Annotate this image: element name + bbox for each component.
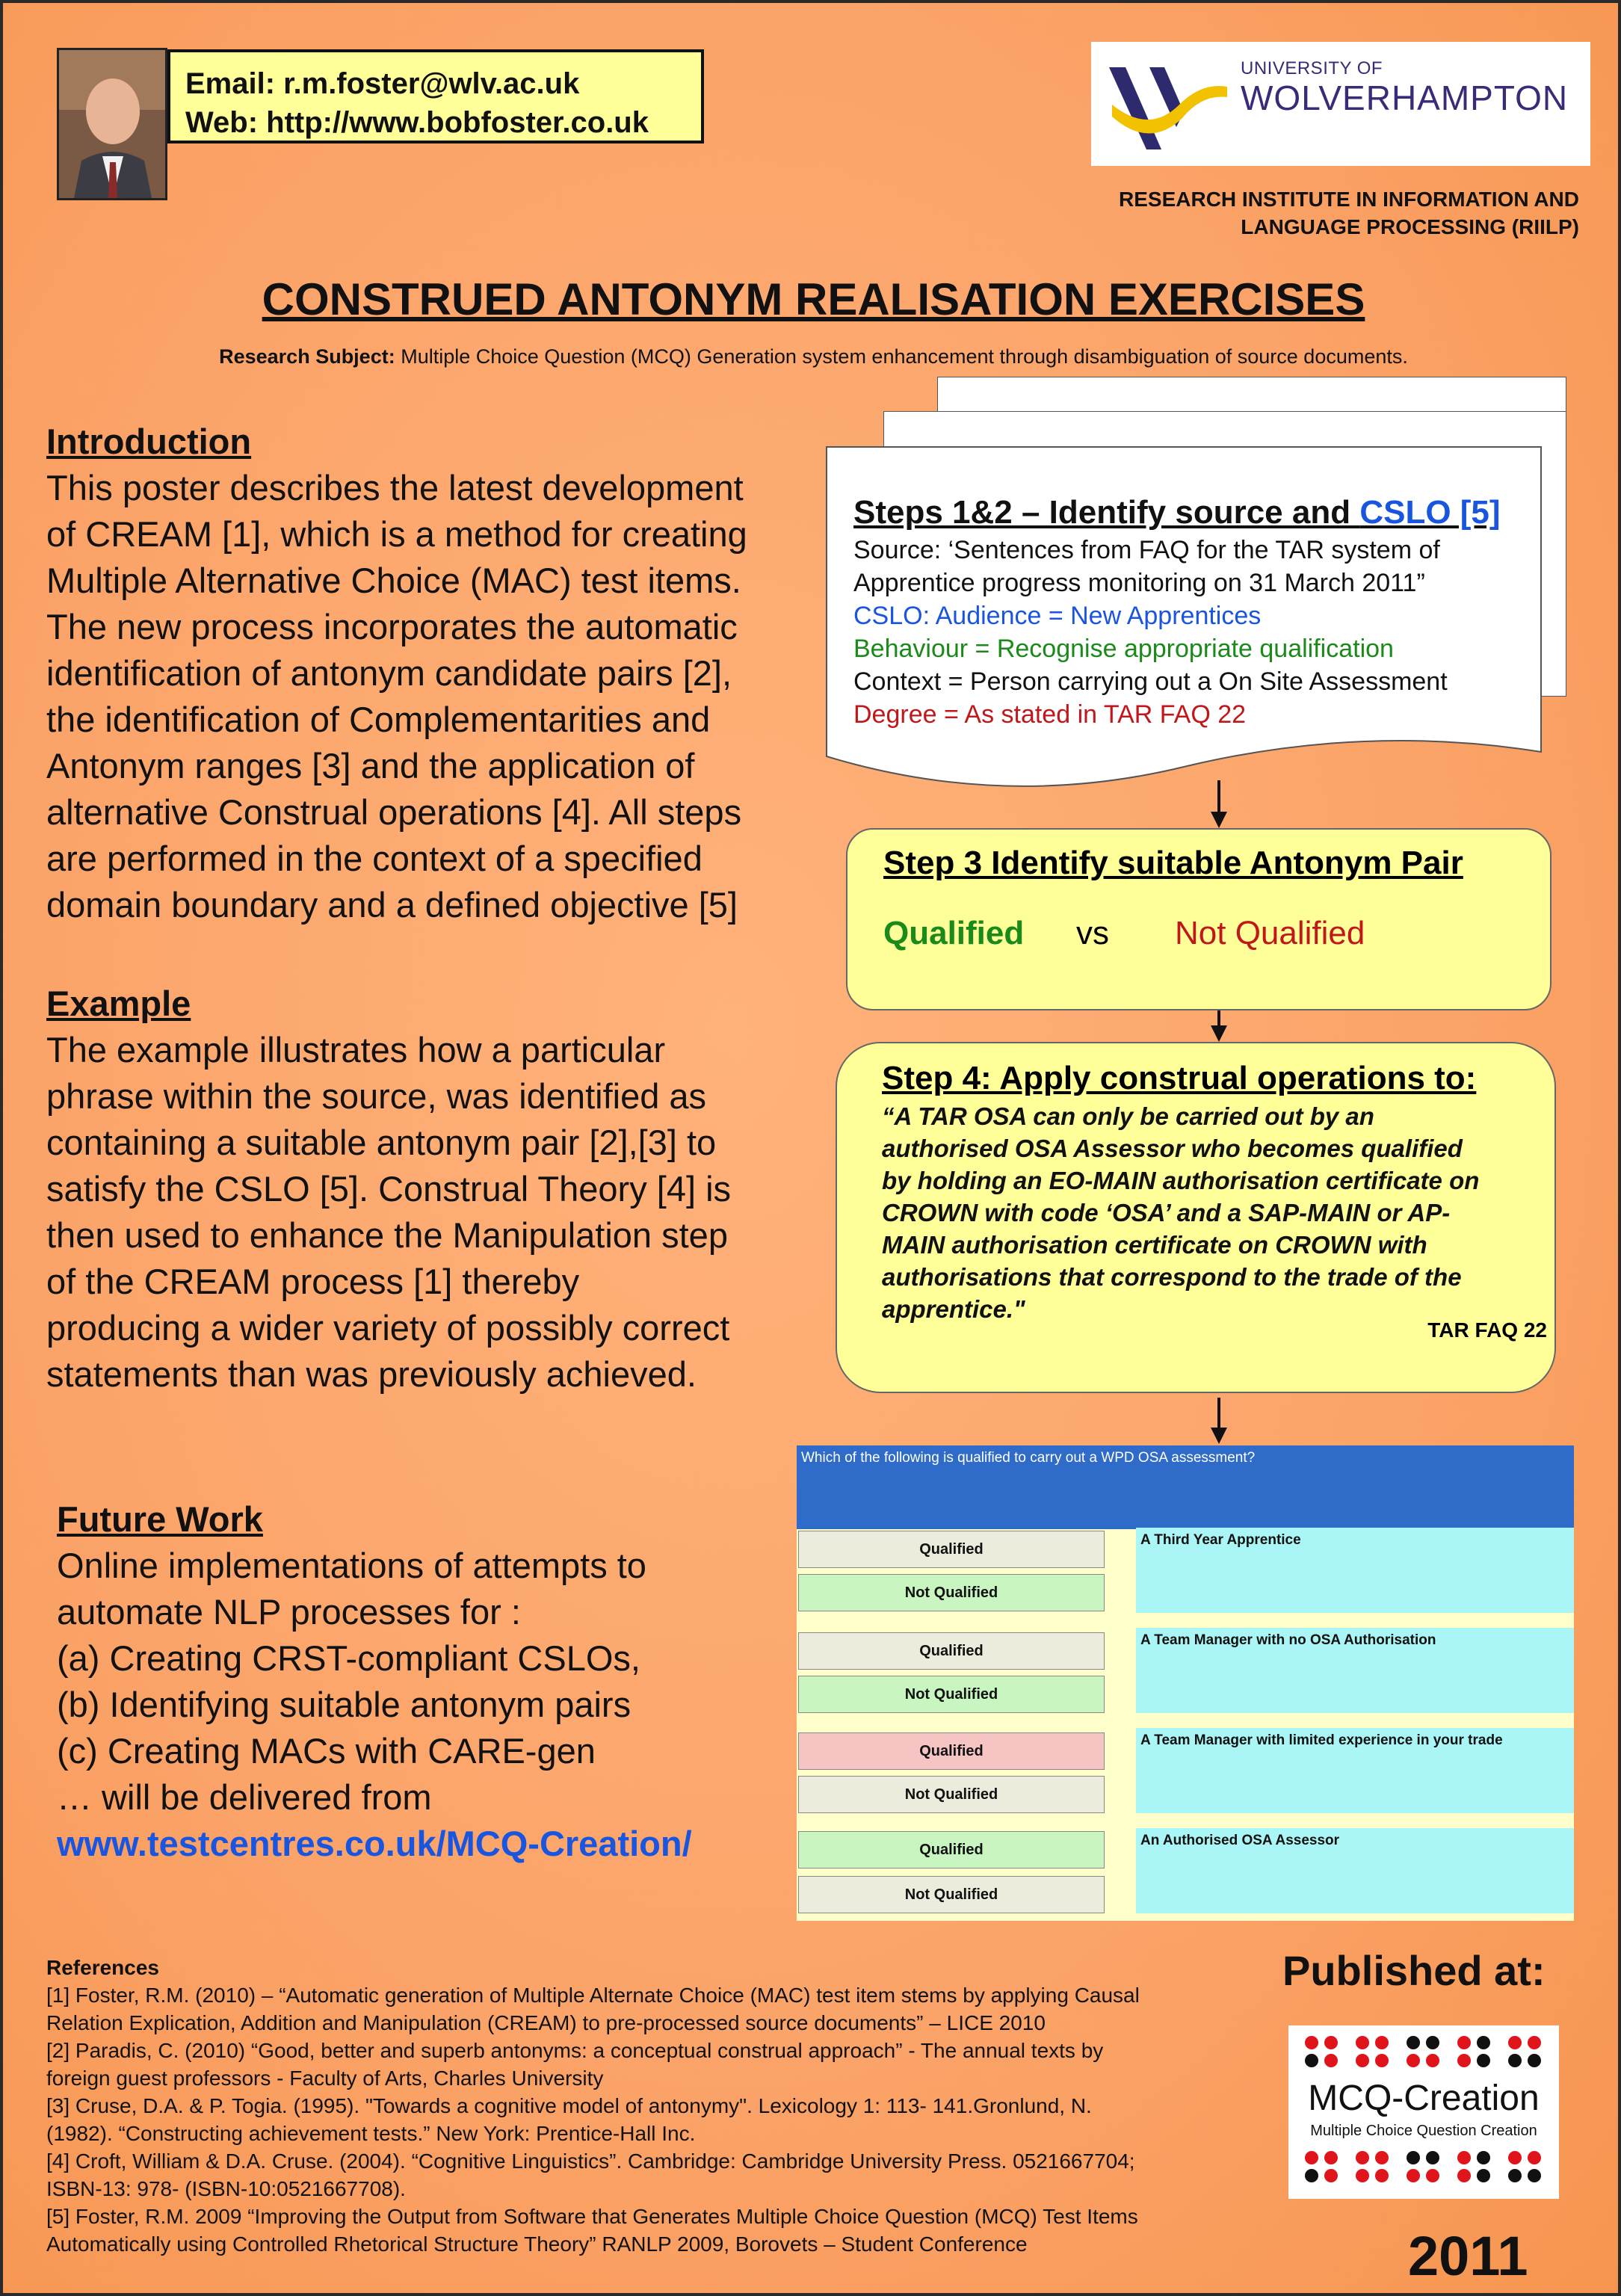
dice-dot bbox=[1324, 2151, 1338, 2164]
poster-title: CONSTRUED ANTONYM REALISATION EXERCISES bbox=[262, 274, 1365, 324]
subject-label: Research Subject: bbox=[219, 345, 395, 368]
future-line: automate NLP processes for : bbox=[57, 1592, 521, 1632]
future-line: (c) Creating MACs with CARE-gen bbox=[57, 1731, 596, 1771]
option-4-not-qualified-button[interactable]: Not Qualified bbox=[798, 1876, 1105, 1913]
example-line: phrase within the source, was identified as bbox=[46, 1076, 707, 1116]
cslo-behaviour: Behaviour = Recognise appropriate qualification bbox=[853, 635, 1394, 663]
option-2-answer: A Team Manager with no OSA Authorisation bbox=[1136, 1628, 1574, 1713]
dice-dot bbox=[1477, 2036, 1490, 2049]
future-line: (a) Creating CRST-compliant CSLOs, bbox=[57, 1638, 640, 1678]
institute-line-2: LANGUAGE PROCESSING (RIILP) bbox=[1241, 215, 1579, 238]
subject-text: Multiple Choice Question (MCQ) Generation system enhancement through disambiguation of source documents. bbox=[395, 345, 1408, 368]
dice-dot bbox=[1528, 2036, 1541, 2049]
dice-dot bbox=[1375, 2169, 1389, 2182]
contact-email[interactable]: Email: r.m.foster@wlv.ac.uk bbox=[185, 67, 580, 100]
source-line: Source: ‘Sentences from FAQ for the TAR system of bbox=[853, 536, 1440, 564]
cslo-reference-link[interactable]: CSLO [5] bbox=[1359, 494, 1501, 531]
option-1-answer: A Third Year Apprentice bbox=[1136, 1528, 1574, 1613]
quote-line: by holding an EO-MAIN authorisation certificate on bbox=[882, 1167, 1480, 1194]
example-line: containing a suitable antonym pair [2],[3] to bbox=[46, 1123, 717, 1162]
dice-dot bbox=[1426, 2036, 1439, 2049]
intro-line: alternative Construal operations [4]. All steps bbox=[46, 792, 742, 832]
source-line: Apprentice progress monitoring on 31 March 2011” bbox=[853, 569, 1425, 597]
intro-line: identification of antonym candidate pairs [2], bbox=[46, 653, 732, 693]
option-3-answer: A Team Manager with limited experience in your trade bbox=[1136, 1728, 1574, 1813]
intro-line: are performed in the context of a specified bbox=[46, 839, 703, 878]
intro-line: Multiple Alternative Choice (MAC) test items. bbox=[46, 561, 741, 600]
dice-dot bbox=[1375, 2054, 1389, 2067]
dice-dot bbox=[1457, 2169, 1471, 2182]
contact-box bbox=[167, 49, 704, 144]
reference-line: Automatically using Controlled Rhetorical Structure Theory” RANLP 2009, Borovets – Student Conference bbox=[46, 2232, 1028, 2256]
reference-line: (1982). “Constructing achievement tests.” New York: Prentice-Hall Inc. bbox=[46, 2122, 696, 2145]
institute-name bbox=[1119, 185, 1579, 241]
dice-dot bbox=[1528, 2054, 1541, 2067]
option-2-qualified-button[interactable]: Qualified bbox=[798, 1632, 1105, 1670]
dice-dot bbox=[1508, 2151, 1522, 2164]
intro-line: This poster describes the latest development bbox=[46, 468, 744, 507]
dice-dot bbox=[1426, 2169, 1439, 2182]
arrow-line bbox=[1217, 1398, 1220, 1431]
example-line: statements than was previously achieved. bbox=[46, 1354, 697, 1394]
dice-dot bbox=[1324, 2054, 1338, 2067]
intro-line: the identification of Complementarities and bbox=[46, 700, 711, 739]
arrow-down-icon bbox=[1211, 812, 1227, 828]
dice-dot bbox=[1508, 2036, 1522, 2049]
logo-wolverhampton: WOLVERHAMPTON bbox=[1241, 78, 1569, 117]
example-heading: Example bbox=[46, 984, 191, 1023]
option-4-qualified-button[interactable]: Qualified bbox=[798, 1831, 1105, 1868]
dice-dot bbox=[1356, 2036, 1369, 2049]
dice-dot bbox=[1477, 2054, 1490, 2067]
reference-line: foreign guest professors - Faculty of Arts, Charles University bbox=[46, 2067, 604, 2090]
university-emblem-icon bbox=[1105, 52, 1232, 157]
poster-year: 2011 bbox=[1408, 2225, 1528, 2287]
dice-dot bbox=[1457, 2054, 1471, 2067]
cslo-context: Context = Person carrying out a On Site Assessment bbox=[853, 667, 1448, 696]
mcq-logo-title: MCQ-Creation bbox=[1308, 2079, 1540, 2118]
example-line: satisfy the CSLO [5]. Construal Theory [4] is bbox=[46, 1169, 732, 1209]
quote-line: authorisations that correspond to the trade of the bbox=[882, 1263, 1462, 1291]
mcq-creation-link[interactable]: www.testcentres.co.uk/MCQ-Creation/ bbox=[57, 1824, 692, 1863]
dice-dot bbox=[1407, 2151, 1420, 2164]
author-photo bbox=[57, 48, 167, 200]
logo-university-of: UNIVERSITY OF bbox=[1241, 58, 1383, 78]
dice-dot bbox=[1305, 2054, 1318, 2067]
antonym-not-qualified: Not Qualified bbox=[1175, 915, 1365, 951]
dice-dot bbox=[1375, 2151, 1389, 2164]
dice-dot bbox=[1407, 2169, 1420, 2182]
step-1-2-box bbox=[828, 450, 1528, 731]
option-3-qualified-button[interactable]: Qualified bbox=[798, 1732, 1105, 1770]
future-work-section bbox=[57, 1496, 834, 1867]
intro-line: domain boundary and a defined objective [5] bbox=[46, 885, 738, 925]
dice-dot bbox=[1426, 2054, 1439, 2067]
dice-dot bbox=[1457, 2036, 1471, 2049]
author-portrait-icon bbox=[59, 50, 165, 198]
intro-line: The new process incorporates the automatic bbox=[46, 607, 738, 646]
step-1-2-heading-text: Steps 1&2 – Identify source and bbox=[853, 494, 1360, 531]
arrow-down-icon bbox=[1211, 1025, 1227, 1042]
arrow-line bbox=[1217, 780, 1220, 816]
dice-dot bbox=[1356, 2169, 1369, 2182]
reference-line: [5] Foster, R.M. 2009 “Improving the Output from Software that Generates Multiple Choice Question (MCQ) Test Items bbox=[46, 2205, 1138, 2228]
mcq-creation-logo[interactable] bbox=[1288, 2025, 1559, 2199]
example-line: of the CREAM process [1] thereby bbox=[46, 1262, 580, 1301]
future-work-heading: Future Work bbox=[57, 1499, 263, 1539]
quiz-question: Which of the following is qualified to carry out a WPD OSA assessment? bbox=[797, 1445, 1574, 1529]
mcq-quiz-panel bbox=[797, 1445, 1574, 1921]
dice-dot bbox=[1305, 2036, 1318, 2049]
option-2-not-qualified-button[interactable]: Not Qualified bbox=[798, 1676, 1105, 1713]
arrow-down-icon bbox=[1211, 1428, 1227, 1444]
quote-source: TAR FAQ 22 bbox=[1427, 1318, 1547, 1342]
example-section bbox=[46, 981, 824, 1398]
antonym-qualified: Qualified bbox=[883, 915, 1025, 951]
quote-line: apprentice." bbox=[882, 1295, 1025, 1323]
institute-line-1: RESEARCH INSTITUTE IN INFORMATION AND bbox=[1119, 188, 1579, 211]
dice-dot bbox=[1375, 2036, 1389, 2049]
step-1-2-heading bbox=[853, 492, 1528, 534]
future-line: Online implementations of attempts to bbox=[57, 1546, 646, 1585]
dice-dot bbox=[1477, 2151, 1490, 2164]
antonym-vs: vs bbox=[1076, 915, 1109, 951]
dice-dot bbox=[1324, 2169, 1338, 2182]
dice-dot bbox=[1305, 2151, 1318, 2164]
cslo-audience: CSLO: Audience = New Apprentices bbox=[853, 602, 1262, 630]
dice-dot bbox=[1426, 2151, 1439, 2164]
dice-dot bbox=[1356, 2151, 1369, 2164]
dice-dot bbox=[1477, 2169, 1490, 2182]
reference-line: ISBN-13: 978- (ISBN-10:0521667708). bbox=[46, 2177, 406, 2200]
dice-dot bbox=[1528, 2169, 1541, 2182]
example-line: The example illustrates how a particular bbox=[46, 1030, 666, 1070]
step-4-box bbox=[836, 1042, 1556, 1393]
future-line: (b) Identifying suitable antonym pairs bbox=[57, 1685, 632, 1724]
quote-line: authorised OSA Assessor who becomes qualified bbox=[882, 1135, 1463, 1162]
dice-dot bbox=[1528, 2151, 1541, 2164]
reference-line: [4] Croft, William & D.A. Cruse. (2004). “Cognitive Linguistics”. Cambridge: Cambridge University Press. 0521667704; bbox=[46, 2150, 1135, 2173]
antonym-pair bbox=[883, 915, 1514, 960]
quote-line: “A TAR OSA can only be carried out by an bbox=[882, 1102, 1374, 1130]
university-logo bbox=[1091, 42, 1590, 166]
dice-dot bbox=[1305, 2169, 1318, 2182]
option-1-qualified-button[interactable]: Qualified bbox=[798, 1531, 1105, 1568]
intro-line: of CREAM [1], which is a method for creating bbox=[46, 514, 747, 554]
dice-dot bbox=[1508, 2054, 1522, 2067]
option-3-not-qualified-button[interactable]: Not Qualified bbox=[798, 1776, 1105, 1813]
example-line: then used to enhance the Manipulation step bbox=[46, 1215, 728, 1255]
reference-line: [3] Cruse, D.A. & P. Togia. (1995). "Towards a cognitive model of antonymy". Lexicology 1: 113- 141.Gronlund, N. bbox=[46, 2094, 1092, 2117]
dice-dot bbox=[1508, 2169, 1522, 2182]
mcq-logo-subtitle: Multiple Choice Question Creation bbox=[1310, 2123, 1537, 2139]
contact-web[interactable]: Web: http://www.bobfoster.co.uk bbox=[185, 106, 649, 139]
faq-quote bbox=[882, 1100, 1510, 1325]
step-4-heading: Step 4: Apply construal operations to: bbox=[882, 1060, 1477, 1096]
quote-line: MAIN authorisation certificate on CROWN with bbox=[882, 1231, 1427, 1259]
step-3-box bbox=[846, 828, 1551, 1010]
cslo-degree: Degree = As stated in TAR FAQ 22 bbox=[853, 700, 1247, 729]
intro-line: Antonym ranges [3] and the application of bbox=[46, 746, 695, 786]
research-subject bbox=[3, 345, 1621, 368]
option-1-not-qualified-button[interactable]: Not Qualified bbox=[798, 1574, 1105, 1611]
references-section bbox=[46, 1954, 1287, 2258]
dice-dot bbox=[1407, 2054, 1420, 2067]
dice-dot bbox=[1356, 2054, 1369, 2067]
dice-dot bbox=[1324, 2036, 1338, 2049]
reference-line: [1] Foster, R.M. (2010) – “Automatic generation of Multiple Alternate Choice (MAC) test item stems by applying Causal bbox=[46, 1984, 1140, 2007]
reference-line: [2] Paradis, C. (2010) “Good, better and superb antonyms: a conceptual construal approach” - The annual texts by bbox=[46, 2039, 1104, 2062]
quote-line: CROWN with code ‘OSA’ and a SAP-MAIN or AP- bbox=[882, 1199, 1451, 1226]
option-4-answer: An Authorised OSA Assessor bbox=[1136, 1828, 1574, 1913]
dice-dot bbox=[1457, 2151, 1471, 2164]
introduction-heading: Introduction bbox=[46, 422, 252, 461]
step-3-heading: Step 3 Identify suitable Antonym Pair bbox=[883, 845, 1463, 881]
example-line: producing a wider variety of possibly correct bbox=[46, 1308, 730, 1348]
introduction-section bbox=[46, 419, 824, 928]
references-heading: References bbox=[46, 1956, 159, 1979]
published-at-label: Published at: bbox=[1282, 1947, 1546, 1994]
reference-line: Relation Explication, Addition and Manipulation (CREAM) to pre-processed source documents” – LICE 2010 bbox=[46, 2011, 1046, 2034]
future-line: … will be delivered from bbox=[57, 1777, 432, 1817]
dice-dot bbox=[1407, 2036, 1420, 2049]
